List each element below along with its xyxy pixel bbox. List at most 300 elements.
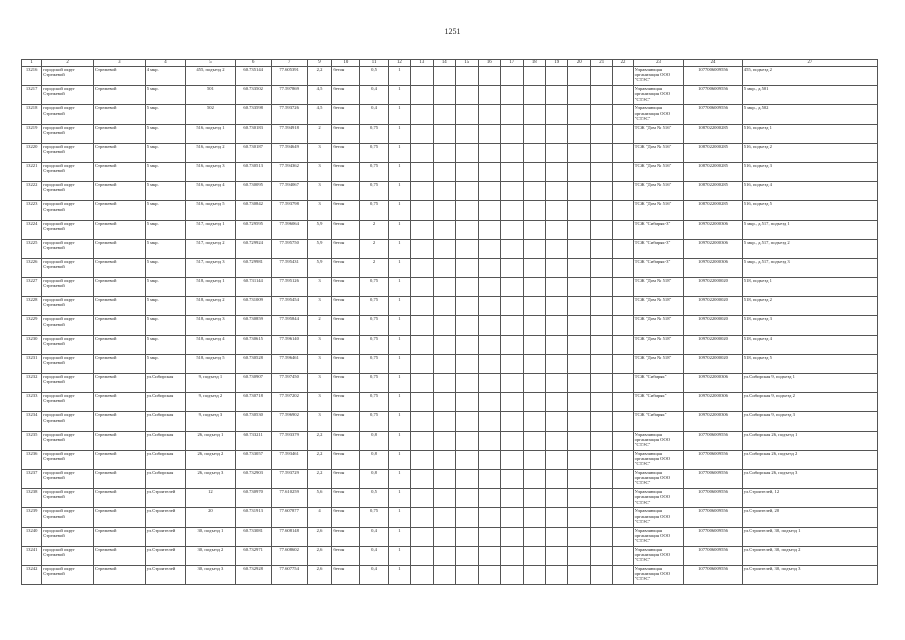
table-cell-col-24: 1077006009556 <box>684 105 742 124</box>
table-cell-col-4: ул.Сибирская <box>145 412 185 431</box>
table-cell-col-2: городской округ Стрежевой <box>42 143 94 162</box>
table-cell-col-22 <box>613 489 633 508</box>
table-cell-col-20 <box>568 86 590 105</box>
table-cell-col-24: 1077006009556 <box>684 431 742 450</box>
table-cell-col-21 <box>590 143 612 162</box>
table-cell-col-15 <box>456 393 478 412</box>
table-cell-col-21 <box>590 124 612 143</box>
table-cell-col-16 <box>478 412 500 431</box>
table-cell-col-27: 5 мкр., д.517, подъезд 1 <box>742 220 877 239</box>
table-cell-col-7: 77.595454 <box>271 297 307 316</box>
table-cell-col-9: 3 <box>307 201 332 220</box>
table-cell-col-3: Стрежевой <box>93 297 145 316</box>
table-cell-col-15 <box>456 162 478 181</box>
table-cell-col-16 <box>478 162 500 181</box>
table-cell-col-18 <box>523 469 545 488</box>
table-cell-col-10: бетон <box>332 182 360 201</box>
table-cell-col-5: 518, подъезд 1 <box>186 278 235 297</box>
table-cell-col-27: 516, подъезд 5 <box>742 201 877 220</box>
table-cell-col-20 <box>568 431 590 450</box>
page-number: 1251 <box>444 27 461 36</box>
table-cell-col-11: 0,75 <box>360 316 388 335</box>
column-header: 17 <box>501 60 523 67</box>
table-cell-col-20 <box>568 201 590 220</box>
table-cell-col-16 <box>478 335 500 354</box>
table-cell-col-10: бетон <box>332 201 360 220</box>
table-cell-col-17 <box>501 527 523 546</box>
table-cell-col-13 <box>411 508 433 527</box>
table-cell-col-16 <box>478 354 500 373</box>
table-cell-col-21 <box>590 182 612 201</box>
table-cell-col-20 <box>568 316 590 335</box>
table-cell-col-13 <box>411 182 433 201</box>
table-cell-col-20 <box>568 546 590 565</box>
table-cell-col-22 <box>613 201 633 220</box>
table-cell-col-27: ул.Строителей, 30, подъезд 3 <box>742 565 877 584</box>
table-row <box>22 489 878 508</box>
table-cell-col-15 <box>456 67 478 86</box>
table-cell-col-20 <box>568 565 590 584</box>
table-cell-col-22 <box>613 105 633 124</box>
table-cell-col-10: бетон <box>332 258 360 277</box>
table-cell-col-2: городской округ Стрежевой <box>42 162 94 181</box>
table-cell-col-19 <box>545 508 567 527</box>
column-header: 10 <box>332 60 360 67</box>
table-cell-col-10: бетон <box>332 335 360 354</box>
table-cell-col-20 <box>568 239 590 258</box>
table-cell-col-21 <box>590 546 612 565</box>
table-row <box>22 354 878 373</box>
table-cell-col-1: 13230 <box>22 335 42 354</box>
table-cell-col-19 <box>545 86 567 105</box>
table-cell-col-12: 1 <box>388 162 410 181</box>
table-cell-col-1: 13217 <box>22 86 42 105</box>
table-cell-col-11: 0,4 <box>360 565 388 584</box>
table-cell-col-19 <box>545 239 567 258</box>
table-row <box>22 412 878 431</box>
table-cell-col-18 <box>523 239 545 258</box>
table-cell-col-15 <box>456 431 478 450</box>
table-cell-col-3: Стрежевой <box>93 86 145 105</box>
table-cell-col-19 <box>545 258 567 277</box>
column-header: 12 <box>388 60 410 67</box>
table-cell-col-9: 3 <box>307 143 332 162</box>
table-cell-col-16 <box>478 565 500 584</box>
table-cell-col-22 <box>613 431 633 450</box>
table-cell-col-13 <box>411 297 433 316</box>
table-cell-col-24: 1077006009556 <box>684 546 742 565</box>
table-cell-col-21 <box>590 278 612 297</box>
table-cell-col-19 <box>545 469 567 488</box>
table-cell-col-13 <box>411 527 433 546</box>
table-cell-col-19 <box>545 67 567 86</box>
table-cell-col-11: 0,75 <box>360 393 388 412</box>
table-cell-col-14 <box>433 201 455 220</box>
table-cell-col-10: бетон <box>332 565 360 584</box>
table-cell-col-7: 77.594649 <box>271 143 307 162</box>
table-cell-col-23: ТСЖ "Сибиряк" <box>633 374 684 393</box>
table-cell-col-12: 1 <box>388 258 410 277</box>
table-cell-col-13 <box>411 450 433 469</box>
table-cell-col-21 <box>590 86 612 105</box>
table-row <box>22 105 878 124</box>
table-cell-col-17 <box>501 469 523 488</box>
table-cell-col-20 <box>568 450 590 469</box>
table-cell-col-21 <box>590 565 612 584</box>
table-cell-col-27: 518, подъезд 4 <box>742 335 877 354</box>
table-cell-col-22 <box>613 450 633 469</box>
table-cell-col-13 <box>411 354 433 373</box>
table-cell-col-21 <box>590 393 612 412</box>
table-cell-col-27: 516, подъезд 1 <box>742 124 877 143</box>
table-cell-col-3: Стрежевой <box>93 527 145 546</box>
table-cell-col-22 <box>613 220 633 239</box>
table-cell-col-18 <box>523 162 545 181</box>
table-cell-col-11: 2 <box>360 220 388 239</box>
table-cell-col-23: Управляющая организация ООО "СТЭС" <box>633 527 684 546</box>
table-cell-col-27: ул.Сибирская 26, подъезд 3 <box>742 469 877 488</box>
table-cell-col-1: 13233 <box>22 393 42 412</box>
table-cell-col-18 <box>523 335 545 354</box>
column-header: 3 <box>93 60 145 67</box>
table-cell-col-13 <box>411 412 433 431</box>
table-cell-col-4: 5 мкр. <box>145 239 185 258</box>
table-cell-col-21 <box>590 508 612 527</box>
table-cell-col-16 <box>478 220 500 239</box>
table-cell-col-12: 1 <box>388 182 410 201</box>
registry-table <box>21 59 878 585</box>
table-cell-col-23: Управляющая организация ООО "СТЭС" <box>633 508 684 527</box>
table-cell-col-16 <box>478 374 500 393</box>
table-cell-col-7: 77.596461 <box>271 354 307 373</box>
table-cell-col-4: ул.Сибирская <box>145 450 185 469</box>
table-cell-col-24: 1077006009556 <box>684 469 742 488</box>
table-cell-col-4: 5 мкр. <box>145 182 185 201</box>
table-cell-col-5: 9, подъезд 3 <box>186 412 235 431</box>
table-cell-col-23: Управляющая организация ООО "СТЭС" <box>633 105 684 124</box>
column-header: 14 <box>433 60 455 67</box>
table-cell-col-20 <box>568 258 590 277</box>
table-cell-col-7: 77.594918 <box>271 124 307 143</box>
table-cell-col-2: городской округ Стрежевой <box>42 508 94 527</box>
table-cell-col-24: 1077006009556 <box>684 67 742 86</box>
table-cell-col-16 <box>478 489 500 508</box>
table-cell-col-13 <box>411 124 433 143</box>
table-cell-col-15 <box>456 86 478 105</box>
table-cell-col-27: 516, подъезд 2 <box>742 143 877 162</box>
table-cell-col-6: 60.732928 <box>235 565 271 584</box>
table-cell-col-17 <box>501 124 523 143</box>
table-cell-col-2: городской округ Стрежевой <box>42 220 94 239</box>
table-cell-col-15 <box>456 239 478 258</box>
table-cell-col-1: 13232 <box>22 374 42 393</box>
table-cell-col-11: 0,5 <box>360 489 388 508</box>
table-cell-col-23: ТСЖ "Сибиряк" <box>633 393 684 412</box>
table-cell-col-2: городской округ Стрежевой <box>42 489 94 508</box>
table-cell-col-3: Стрежевой <box>93 67 145 86</box>
table-cell-col-3: Стрежевой <box>93 220 145 239</box>
table-cell-col-2: городской округ Стрежевой <box>42 278 94 297</box>
table-cell-col-13 <box>411 143 433 162</box>
table-cell-col-21 <box>590 105 612 124</box>
table-cell-col-16 <box>478 143 500 162</box>
table-cell-col-13 <box>411 105 433 124</box>
table-cell-col-2: городской округ Стрежевой <box>42 182 94 201</box>
table-cell-col-16 <box>478 105 500 124</box>
table-cell-col-19 <box>545 201 567 220</box>
table-cell-col-7: 77.597869 <box>271 86 307 105</box>
table-cell-col-10: бетон <box>332 393 360 412</box>
table-row <box>22 162 878 181</box>
table-cell-col-22 <box>613 162 633 181</box>
table-cell-col-18 <box>523 374 545 393</box>
table-cell-col-21 <box>590 220 612 239</box>
table-cell-col-14 <box>433 431 455 450</box>
table-cell-col-13 <box>411 201 433 220</box>
table-cell-col-1: 13218 <box>22 105 42 124</box>
table-cell-col-19 <box>545 143 567 162</box>
table-cell-col-10: бетон <box>332 316 360 335</box>
table-cell-col-7: 77.595844 <box>271 316 307 335</box>
table-cell-col-7: 77.596140 <box>271 335 307 354</box>
table-cell-col-27: ул.Строителей, 30, подъезд 1 <box>742 527 877 546</box>
table-cell-col-1: 13226 <box>22 258 42 277</box>
table-cell-col-2: городской округ Стрежевой <box>42 450 94 469</box>
column-header: 21 <box>590 60 612 67</box>
table-cell-col-3: Стрежевой <box>93 124 145 143</box>
table-cell-col-11: 0,5 <box>360 67 388 86</box>
table-cell-col-2: городской округ Стрежевой <box>42 527 94 546</box>
column-header: 5 <box>186 60 235 67</box>
table-cell-col-9: 5,9 <box>307 239 332 258</box>
table-cell-col-11: 0,4 <box>360 105 388 124</box>
table-cell-col-24: 1097022000306 <box>684 393 742 412</box>
table-cell-col-10: бетон <box>332 527 360 546</box>
table-cell-col-11: 2 <box>360 258 388 277</box>
table-cell-col-15 <box>456 297 478 316</box>
table-cell-col-12: 1 <box>388 67 410 86</box>
table-cell-col-5: 516, подъезд 4 <box>186 182 235 201</box>
table-cell-col-11: 0,8 <box>360 469 388 488</box>
table-cell-col-19 <box>545 565 567 584</box>
table-cell-col-6: 60.731009 <box>235 297 271 316</box>
table-cell-col-4: 5 мкр. <box>145 201 185 220</box>
table-cell-col-21 <box>590 431 612 450</box>
table-cell-col-6: 60.730183 <box>235 124 271 143</box>
table-cell-col-27: 5 мкр., д.502 <box>742 105 877 124</box>
table-cell-col-20 <box>568 182 590 201</box>
table-cell-col-12: 1 <box>388 335 410 354</box>
table-cell-col-27: ул.Строителей, 12 <box>742 489 877 508</box>
table-cell-col-2: городской округ Стрежевой <box>42 239 94 258</box>
table-cell-col-3: Стрежевой <box>93 469 145 488</box>
table-cell-col-22 <box>613 86 633 105</box>
table-cell-col-19 <box>545 105 567 124</box>
table-cell-col-22 <box>613 412 633 431</box>
table-cell-col-5: 516, подъезд 1 <box>186 124 235 143</box>
table-cell-col-14 <box>433 508 455 527</box>
table-cell-col-14 <box>433 469 455 488</box>
table-cell-col-24: 1077006009556 <box>684 565 742 584</box>
table-cell-col-22 <box>613 278 633 297</box>
table-cell-col-7: 77.594362 <box>271 162 307 181</box>
column-header: 11 <box>360 60 388 67</box>
table-cell-col-16 <box>478 393 500 412</box>
table-cell-col-24: 1077006009556 <box>684 527 742 546</box>
table-cell-col-27: 5 мкр., д.517, подъезд 2 <box>742 239 877 258</box>
table-cell-col-5: 518, подъезд 5 <box>186 354 235 373</box>
table-cell-col-1: 13236 <box>22 450 42 469</box>
table-cell-col-27: 5 мкр., д.517, подъезд 3 <box>742 258 877 277</box>
table-cell-col-21 <box>590 316 612 335</box>
table-cell-col-9: 3 <box>307 354 332 373</box>
table-cell-col-14 <box>433 67 455 86</box>
table-cell-col-23: ТСЖ "Дом № 516" <box>633 201 684 220</box>
table-cell-col-15 <box>456 105 478 124</box>
table-cell-col-20 <box>568 162 590 181</box>
table-cell-col-18 <box>523 527 545 546</box>
table-cell-col-14 <box>433 162 455 181</box>
table-cell-col-6: 60.730528 <box>235 354 271 373</box>
table-cell-col-2: городской округ Стрежевой <box>42 374 94 393</box>
table-cell-col-18 <box>523 393 545 412</box>
table-cell-col-24: 1077006009556 <box>684 508 742 527</box>
table-cell-col-7: 77.595126 <box>271 278 307 297</box>
table-cell-col-4: ул.Сибирская <box>145 431 185 450</box>
table-cell-col-19 <box>545 527 567 546</box>
table-cell-col-21 <box>590 335 612 354</box>
table-cell-col-5: 516, подъезд 2 <box>186 143 235 162</box>
table-cell-col-13 <box>411 220 433 239</box>
table-cell-col-18 <box>523 67 545 86</box>
table-cell-col-4: 5 мкр. <box>145 335 185 354</box>
table-cell-col-7: 77.608148 <box>271 527 307 546</box>
table-cell-col-17 <box>501 450 523 469</box>
table-cell-col-15 <box>456 508 478 527</box>
table-cell-col-4: 4 мкр. <box>145 67 185 86</box>
table-cell-col-17 <box>501 162 523 181</box>
table-cell-col-12: 1 <box>388 105 410 124</box>
table-cell-col-24: 1097022000020 <box>684 278 742 297</box>
table-cell-col-6: 60.733211 <box>235 431 271 450</box>
table-cell-col-18 <box>523 354 545 373</box>
table-cell-col-5: 26, подъезд 3 <box>186 469 235 488</box>
table-cell-col-10: бетон <box>332 489 360 508</box>
table-cell-col-20 <box>568 354 590 373</box>
table-cell-col-18 <box>523 450 545 469</box>
table-cell-col-16 <box>478 124 500 143</box>
table-cell-col-3: Стрежевой <box>93 258 145 277</box>
table-cell-col-14 <box>433 239 455 258</box>
table-cell-col-11: 0,4 <box>360 546 388 565</box>
table-cell-col-23: ТСЖ "Сибиряк" <box>633 412 684 431</box>
table-cell-col-14 <box>433 354 455 373</box>
table-cell-col-21 <box>590 201 612 220</box>
table-cell-col-11: 0,75 <box>360 182 388 201</box>
table-cell-col-13 <box>411 374 433 393</box>
table-cell-col-16 <box>478 527 500 546</box>
table-cell-col-11: 0,75 <box>360 124 388 143</box>
column-header: 22 <box>613 60 633 67</box>
table-cell-col-10: бетон <box>332 469 360 488</box>
table-cell-col-14 <box>433 335 455 354</box>
table-cell-col-19 <box>545 489 567 508</box>
table-cell-col-1: 13234 <box>22 412 42 431</box>
table-cell-col-24: 1097022000306 <box>684 412 742 431</box>
column-header: 4 <box>145 60 185 67</box>
table-cell-col-9: 3 <box>307 162 332 181</box>
table-row <box>22 86 878 105</box>
table-cell-col-16 <box>478 297 500 316</box>
table-cell-col-24: 1087022000285 <box>684 201 742 220</box>
table-cell-col-23: ТСЖ "Сибиряк-3" <box>633 239 684 258</box>
table-cell-col-9: 5,9 <box>307 220 332 239</box>
table-cell-col-16 <box>478 546 500 565</box>
table-cell-col-22 <box>613 354 633 373</box>
table-cell-col-1: 13237 <box>22 469 42 488</box>
table-cell-col-21 <box>590 527 612 546</box>
table-cell-col-7: 77.593726 <box>271 105 307 124</box>
table-cell-col-11: 0,75 <box>360 508 388 527</box>
table-cell-col-27: ул.Сибирская 9, подъезд 1 <box>742 374 877 393</box>
table-cell-col-15 <box>456 450 478 469</box>
table-cell-col-27: 518, подъезд 3 <box>742 316 877 335</box>
table-cell-col-14 <box>433 489 455 508</box>
table-cell-col-21 <box>590 162 612 181</box>
table-cell-col-6: 60.729981 <box>235 258 271 277</box>
table-cell-col-12: 1 <box>388 469 410 488</box>
table-cell-col-1: 13220 <box>22 143 42 162</box>
table-cell-col-1: 13231 <box>22 354 42 373</box>
table-cell-col-17 <box>501 67 523 86</box>
table-cell-col-18 <box>523 297 545 316</box>
table-cell-col-17 <box>501 374 523 393</box>
table-cell-col-1: 13238 <box>22 489 42 508</box>
table-cell-col-22 <box>613 508 633 527</box>
table-cell-col-6: 60.730842 <box>235 201 271 220</box>
table-cell-col-13 <box>411 546 433 565</box>
table-cell-col-4: 5 мкр. <box>145 220 185 239</box>
table-cell-col-5: 9, подъезд 1 <box>186 374 235 393</box>
table-cell-col-6: 60.733502 <box>235 86 271 105</box>
table-cell-col-12: 1 <box>388 124 410 143</box>
table-cell-col-22 <box>613 527 633 546</box>
table-cell-col-2: городской округ Стрежевой <box>42 546 94 565</box>
table-cell-col-4: 5 мкр. <box>145 354 185 373</box>
table-cell-col-10: бетон <box>332 105 360 124</box>
table-cell-col-2: городской округ Стрежевой <box>42 565 94 584</box>
table-cell-col-18 <box>523 508 545 527</box>
table-cell-col-17 <box>501 335 523 354</box>
table-cell-col-12: 1 <box>388 565 410 584</box>
table-cell-col-12: 1 <box>388 220 410 239</box>
table-cell-col-15 <box>456 565 478 584</box>
table-cell-col-6: 60.730513 <box>235 162 271 181</box>
table-cell-col-14 <box>433 86 455 105</box>
table-cell-col-4: 5 мкр. <box>145 316 185 335</box>
table-row <box>22 124 878 143</box>
table-cell-col-2: городской округ Стрежевой <box>42 258 94 277</box>
table-cell-col-13 <box>411 67 433 86</box>
table-cell-col-22 <box>613 124 633 143</box>
table-cell-col-4: ул.Строителей <box>145 546 185 565</box>
table-cell-col-16 <box>478 469 500 488</box>
table-cell-col-1: 13222 <box>22 182 42 201</box>
table-cell-col-7: 77.607877 <box>271 508 307 527</box>
table-cell-col-27: ул.Сибирская 26, подъезд 2 <box>742 450 877 469</box>
table-cell-col-18 <box>523 546 545 565</box>
table-cell-col-11: 2 <box>360 239 388 258</box>
